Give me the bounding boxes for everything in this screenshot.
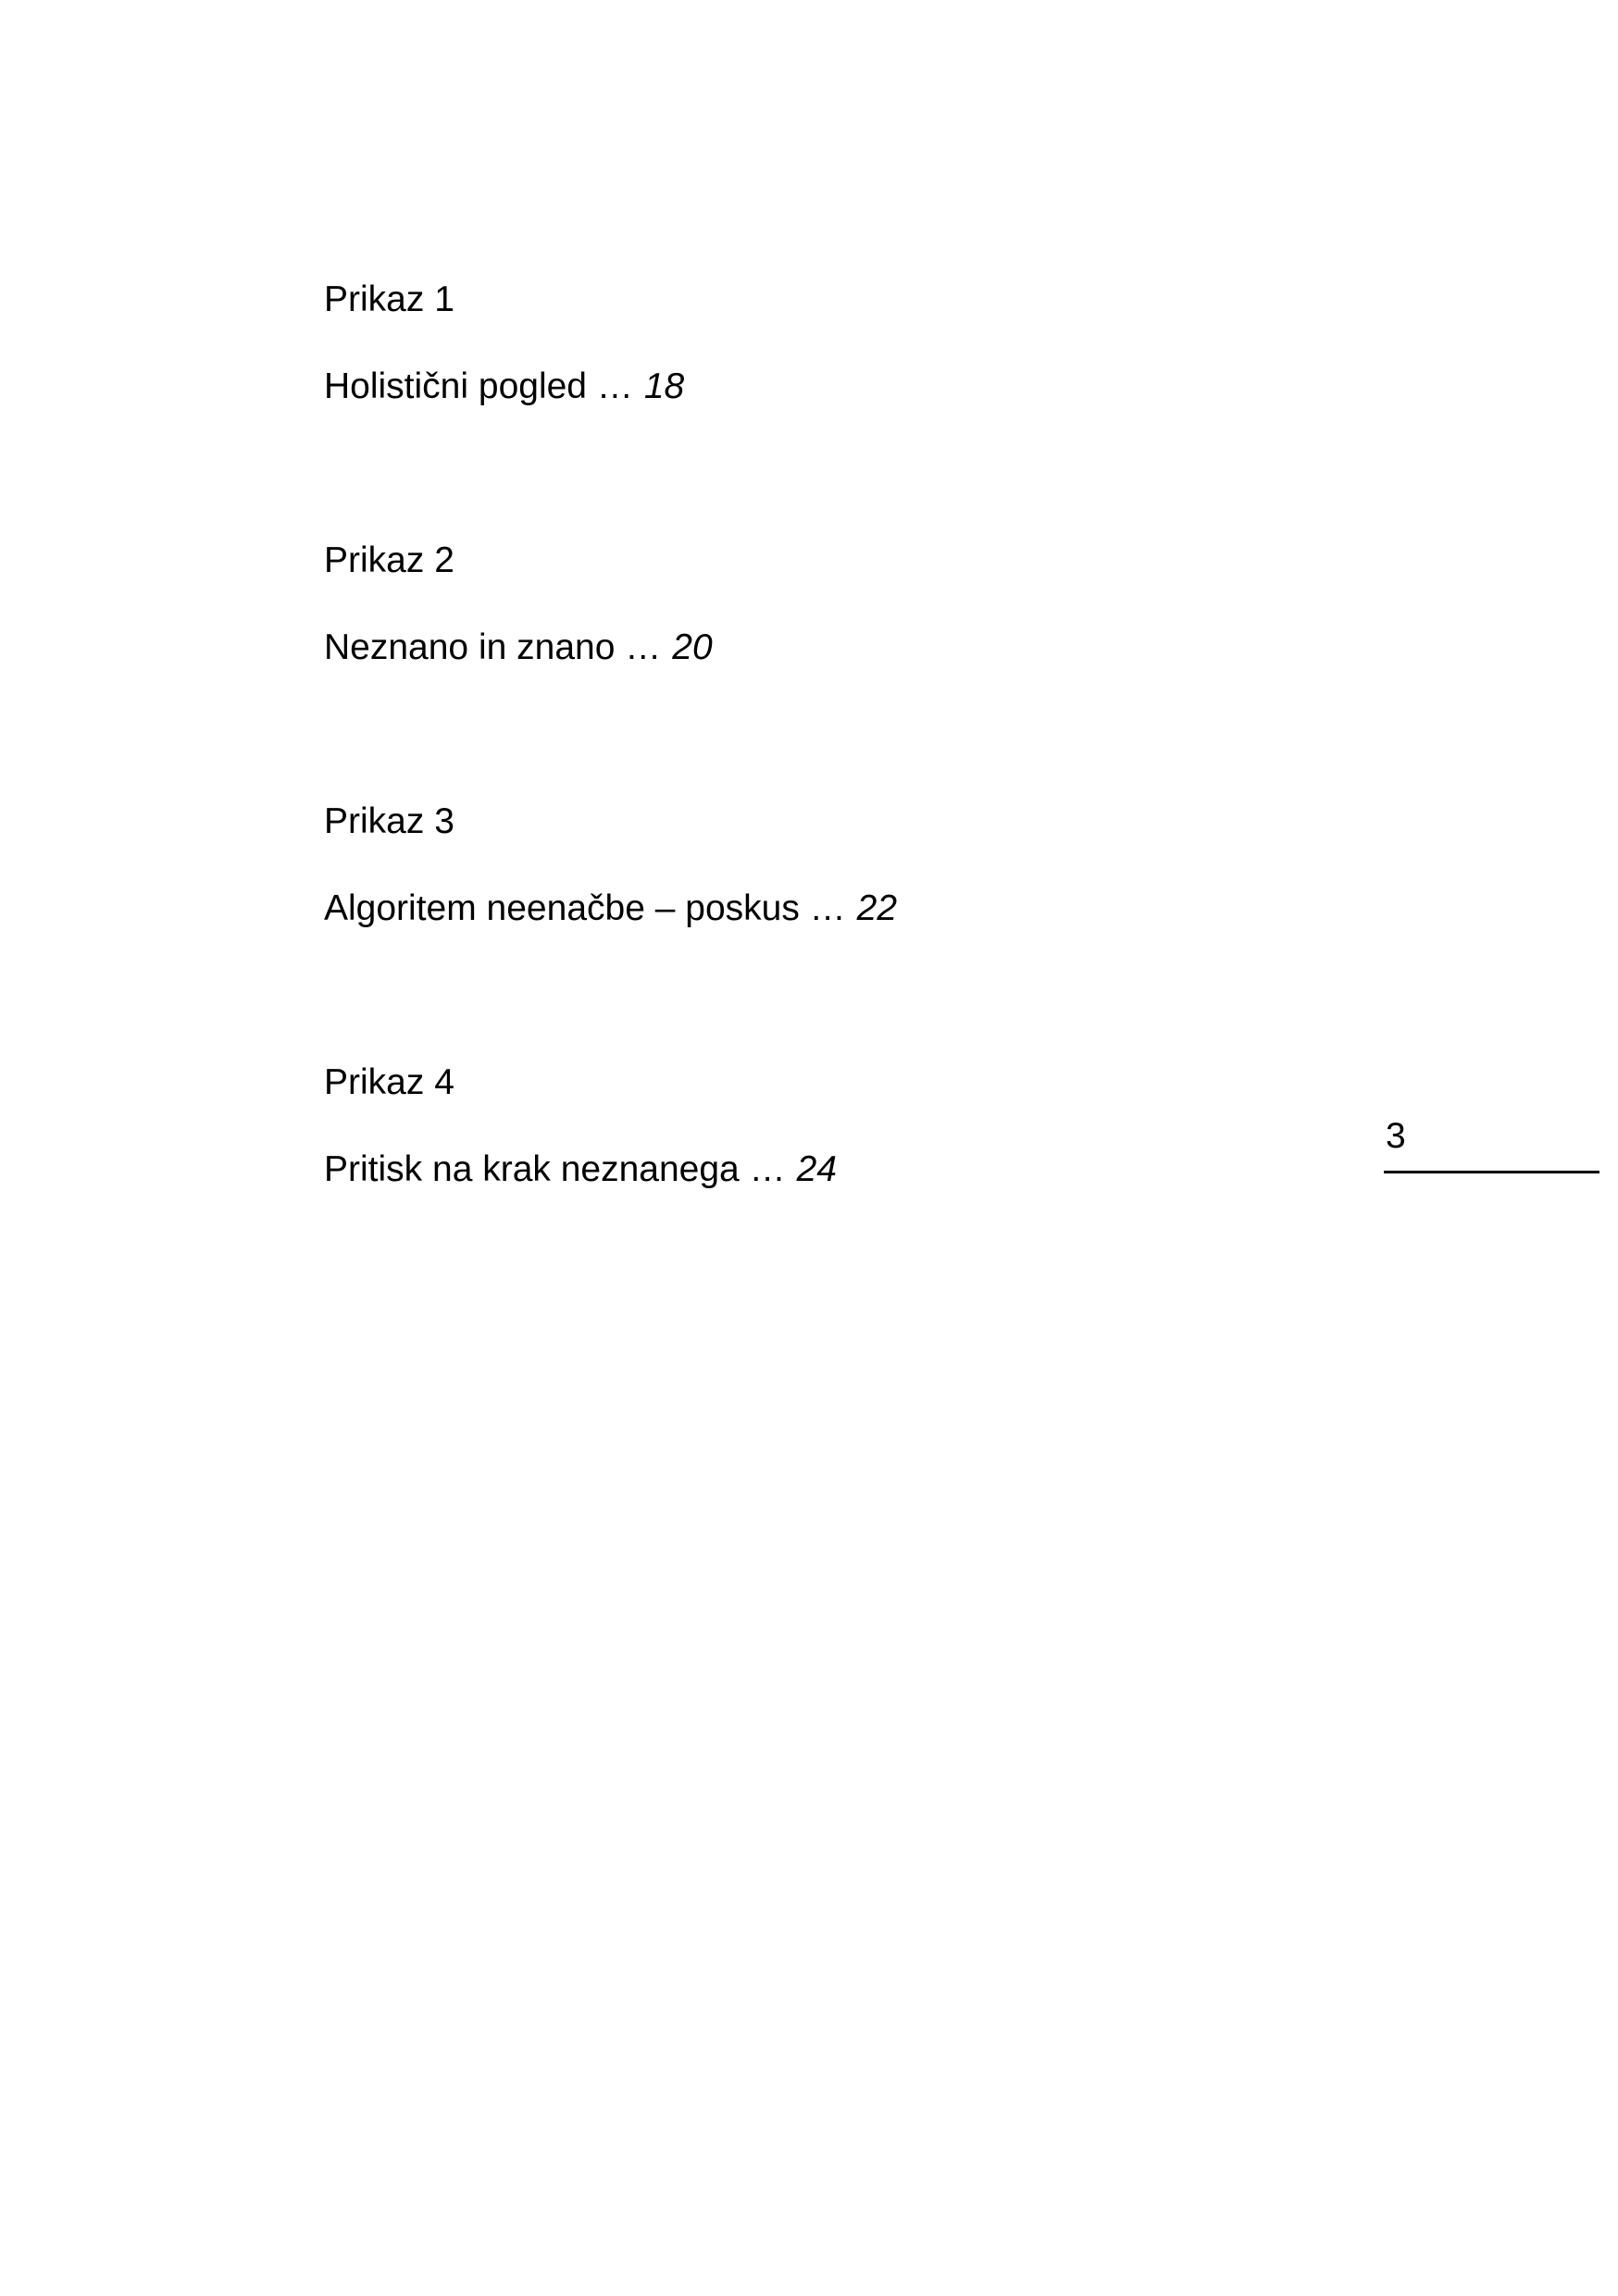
- entry-title: Neznano in znano …: [324, 627, 662, 667]
- toc-entry-4: [324, 1061, 1250, 1322]
- entry-page-number: 18: [643, 366, 685, 406]
- entry-page-number: 22: [856, 888, 898, 928]
- entry-label: Prikaz 2: [324, 540, 454, 580]
- entry-label: Prikaz 4: [324, 1062, 454, 1102]
- entry-title-line: [324, 626, 1250, 670]
- entry-page-number: 24: [796, 1149, 837, 1189]
- entry-title: Holistični pogled …: [324, 366, 633, 406]
- entry-title: Pritisk na krak neznanega …: [324, 1149, 786, 1189]
- table-of-contents: [324, 278, 1250, 1322]
- page-number: 3: [1386, 1116, 1406, 1156]
- entry-page-number: 20: [672, 627, 713, 667]
- entry-title-line: [324, 365, 1250, 409]
- entry-label: Prikaz 3: [324, 801, 454, 841]
- entry-title-line: [324, 1148, 1250, 1192]
- toc-entry-1: [324, 278, 1250, 539]
- toc-entry-2: [324, 539, 1250, 800]
- entry-title: Algoritem neenačbe – poskus …: [324, 888, 846, 928]
- entry-label: Prikaz 1: [324, 279, 454, 319]
- page-number-rule: [1384, 1171, 1599, 1173]
- toc-entry-3: [324, 800, 1250, 1061]
- entry-title-line: [324, 887, 1250, 931]
